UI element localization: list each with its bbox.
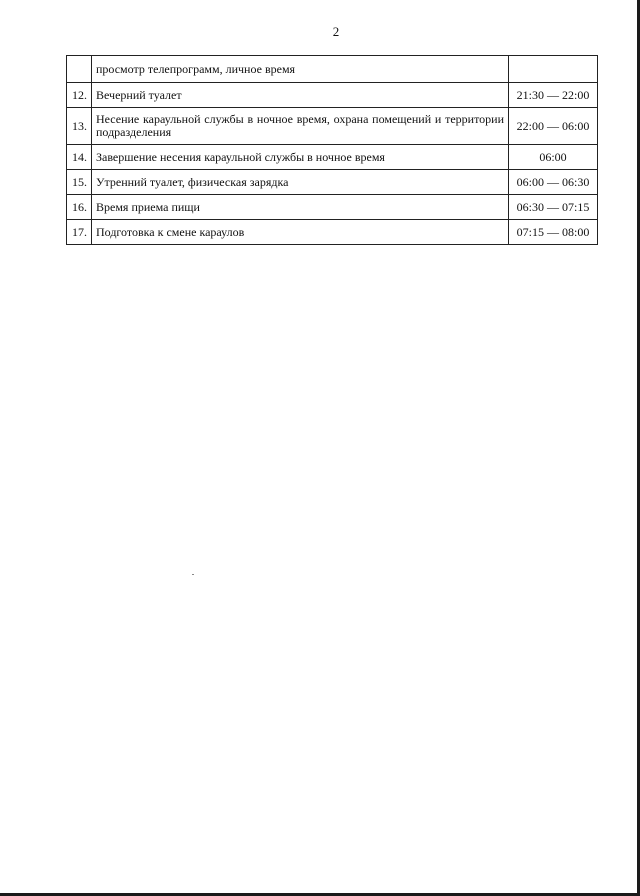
row-number: 14. [67,145,92,170]
row-time: 06:00 [509,145,598,170]
row-time: 07:15 — 08:00 [509,220,598,245]
page-number: 2 [332,24,340,39]
row-number: 16. [67,195,92,220]
row-activity: Несение караульной службы в ночное время, охрана помещений и территории подразделения [92,108,509,145]
row-time: 06:30 — 07:15 [509,195,598,220]
scan-speck [192,574,194,575]
table-row [67,83,598,108]
row-activity: Время приема пищи [92,195,509,220]
table-row [67,56,598,83]
row-activity: Завершение несения караульной службы в ночное время [92,145,509,170]
row-time: 22:00 — 06:00 [509,108,598,145]
row-number: 15. [67,170,92,195]
table-row [67,108,598,145]
schedule-table [66,55,598,245]
row-number [67,56,92,83]
table-row [67,145,598,170]
row-activity: Подготовка к смене караулов [92,220,509,245]
row-time: 21:30 — 22:00 [509,83,598,108]
row-time: 06:00 — 06:30 [509,170,598,195]
table-row [67,170,598,195]
row-number: 12. [67,83,92,108]
table-row [67,220,598,245]
row-activity: Утренний туалет, физическая зарядка [92,170,509,195]
row-number: 17. [67,220,92,245]
row-time [509,56,598,83]
row-activity: просмотр телепрограмм, личное время [92,56,509,83]
row-activity: Вечерний туалет [92,83,509,108]
table-row [67,195,598,220]
row-number: 13. [67,108,92,145]
